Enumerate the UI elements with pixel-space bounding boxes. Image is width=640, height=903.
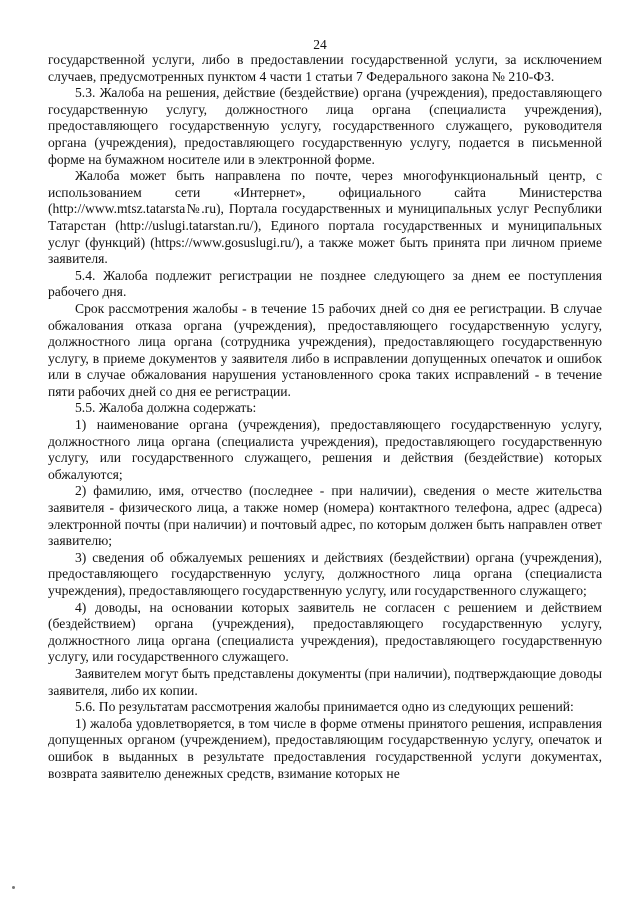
paragraph: 1) жалоба удовлетворяется, в том числе в форме отмены принятого решения, исправления допущенных органом (учреждением), предоставляющим государственную услугу, опечаток и ошибок в выданных в результате предоставления государственной услуги документах, возврата заявителю денежных средств, взимание которых не	[48, 715, 602, 781]
document-body	[48, 52, 602, 782]
paragraph: Заявителем могут быть представлены документы (при наличии), подтверждающие доводы заявителя, либо их копии.	[48, 665, 602, 698]
paragraph: 5.4. Жалоба подлежит регистрации не позднее следующего за днем ее поступления рабочего дня.	[48, 267, 602, 300]
paragraph: 2) фамилию, имя, отчество (последнее - при наличии), сведения о месте жительства заявителя - физического лица, а также номер (номера) контактного телефона, адрес (адреса) электронной почты (при наличии) и почтовый адрес, по которым должен быть направлен ответ заявителю;	[48, 483, 602, 549]
paragraph: Срок рассмотрения жалобы - в течение 15 рабочих дней со дня ее регистрации. В случае обжалования отказа органа (учреждения), предоставляющего государственную услугу, должностного лица органа (сотрудника учреждения), предоставляющего государственную услугу, в приеме документов у заявителя либо в исправлении допущенных опечаток и ошибок или в случае обжалования нарушения установленного срока таких исправлений - в течение пяти рабочих дней со дня ее регистрации.	[48, 300, 602, 399]
paragraph: Жалоба может быть направлена по почте, через многофункциональный центр, с использованием сети «Интернет», официального сайта Министерства (http://www.mtsz.tatarsta№.ru), Портала государственных и муниципальных услуг Республики Татарстан (http://uslugi.tatarstan.ru/), Единого портала государственных и муниципальных услуг (функций) (https://www.gosuslugi.ru/), а также может быть принята при личном приеме заявителя.	[48, 168, 602, 267]
paragraph: 5.3. Жалоба на решения, действие (бездействие) органа (учреждения), предоставляющего государственную услугу, должностного лица органа (специалиста учреждения), предоставляющего государственную услугу, государственного служащего, руководителя органа (учреждения), предоставляющего государственную услугу, подается в письменной форме на бумажном носителе или в электронной форме.	[48, 85, 602, 167]
paragraph: 3) сведения об обжалуемых решениях и действиях (бездействии) органа (учреждения), предоставляющего государственную услугу, должностного лица органа (специалиста учреждения), предоставляющего государственную услугу, или государственного служащего;	[48, 549, 602, 598]
page-number: 24	[313, 37, 327, 52]
paragraph: 5.5. Жалоба должна содержать:	[75, 400, 257, 416]
scan-speck	[12, 886, 15, 889]
paragraph: 5.6. По результатам рассмотрения жалобы принимается одно из следующих решений:	[75, 699, 574, 715]
paragraph: государственной услуги, либо в предоставлении государственной услуги, за исключением случаев, предусмотренных пунктом 4 части 1 статьи 7 Федерального закона № 210-ФЗ.	[48, 52, 602, 84]
paragraph: 4) доводы, на основании которых заявитель не согласен с решением и действием (бездействием) органа (учреждения), предоставляющего государственную услугу, должностного лица органа (специалиста учреждения), предоставляющего государственную услугу, или государственного служащего.	[48, 599, 602, 665]
paragraph: 1) наименование органа (учреждения), предоставляющего государственную услугу, должностного лица органа (специалиста учреждения), предоставляющего государственную услугу, или государственного служащего, решения и действия (бездействие) которых обжалуются;	[48, 417, 602, 482]
